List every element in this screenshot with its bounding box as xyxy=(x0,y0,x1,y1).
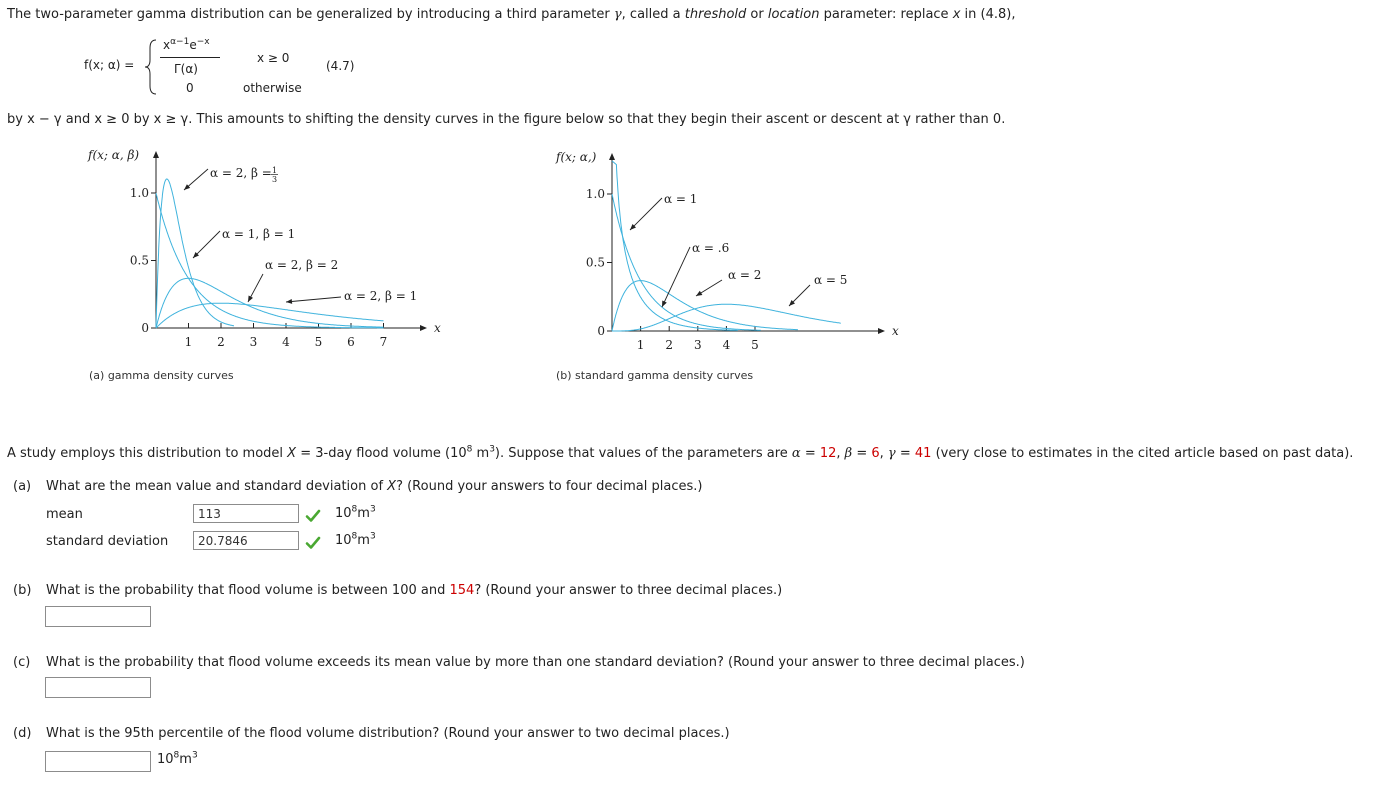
density-curve xyxy=(156,179,234,327)
shift-text: by x − γ and x ≥ 0 by x ≥ γ. This amounts to shifting the density curves in the figure below so that they begin their ascent or descent at γ rather than 0. xyxy=(7,112,1006,127)
series-label-fraction-num: 1 xyxy=(272,166,278,175)
x-axis-arrow xyxy=(420,325,427,331)
mean-unit: $10^8m^3$ xyxy=(335,504,376,521)
series-label: α = 2, β = 1 xyxy=(344,289,418,303)
mean-label: mean xyxy=(46,507,83,522)
percentile-unit: $10^8m^3$ xyxy=(157,750,198,767)
chart-a-annotations xyxy=(184,166,417,304)
x-tick-label: 5 xyxy=(751,338,759,352)
probability-b-input[interactable] xyxy=(45,606,151,627)
x-tick-label: 4 xyxy=(722,338,731,352)
percentile-input[interactable] xyxy=(45,751,151,772)
mean-input[interactable] xyxy=(193,504,299,523)
sd-input[interactable] xyxy=(193,531,299,550)
x-tick-label: 1 xyxy=(184,335,193,349)
leader-arrowhead xyxy=(286,299,292,304)
y-tick-label: 1.0 xyxy=(129,186,149,200)
density-curve xyxy=(612,281,798,331)
y-axis-arrow xyxy=(153,151,159,158)
chart-b-caption: (b) standard gamma density curves xyxy=(556,369,754,382)
series-label-fraction-den: 3 xyxy=(272,175,278,184)
x-tick-label: 2 xyxy=(665,338,674,352)
y-tick-label: 0.5 xyxy=(129,253,149,268)
x-axis-arrow xyxy=(878,328,885,334)
formula-equation-number: (4.7) xyxy=(326,59,355,73)
x-tick-label: 4 xyxy=(282,335,290,349)
y-tick-label: 1.0 xyxy=(585,187,605,201)
formula-condition-1: x ≥ 0 xyxy=(257,51,290,65)
density-curve xyxy=(612,194,761,330)
x-tick-label: 3 xyxy=(249,335,258,349)
x-tick-label: 2 xyxy=(217,335,225,349)
formula-denominator: Γ(α) xyxy=(174,62,198,76)
question-a-text: What are the mean value and standard deviation of X? (Round your answers to four decimal places.) xyxy=(46,479,703,494)
leader-arrowhead xyxy=(696,291,702,296)
question-b-text: What is the probability that flood volume is between 100 and 154? (Round your answer to three decimal places.) xyxy=(46,583,783,598)
x-axis-label: x xyxy=(434,321,441,335)
question-c-text: What is the probability that flood volume exceeds its mean value by more than one standard deviation? (Round your answer to three decimal places.) xyxy=(46,655,1025,670)
series-label: α = 2, β = xyxy=(210,166,272,180)
y-tick-label: 0.5 xyxy=(585,255,605,270)
x-tick-label: 6 xyxy=(347,335,355,349)
x-tick-label: 3 xyxy=(693,338,702,352)
check-icon xyxy=(305,508,321,524)
sd-unit: $10^8m^3$ xyxy=(335,531,376,548)
chart-a-caption: (a) gamma density curves xyxy=(89,369,234,382)
probability-c-input[interactable] xyxy=(45,677,151,698)
formula-fraction-bar xyxy=(160,57,220,58)
formula-brace xyxy=(144,38,158,96)
series-label: α = 1 xyxy=(664,192,698,206)
leader-line xyxy=(286,297,341,302)
formula-zero: 0 xyxy=(186,81,194,95)
question-d-label: (d) xyxy=(13,726,32,741)
formula-condition-2: otherwise xyxy=(243,81,302,95)
chart-a-gamma-density xyxy=(80,140,460,390)
x-tick-label: 7 xyxy=(379,335,388,349)
question-c-label: (c) xyxy=(13,655,31,670)
x-axis-label: x xyxy=(892,324,899,338)
series-label: α = 2, β = 2 xyxy=(265,258,339,272)
study-text: A study employs this distribution to model X = 3-day flood volume ($10^8$ $m^3$). Suppose that values of the parameters are α = 12, β = 6, γ = 41 (very close to estimates in the cited article based on past data). xyxy=(7,444,1354,461)
y-axis-label: f(x; α, β) xyxy=(88,148,140,162)
series-label: α = .6 xyxy=(692,241,730,255)
series-label: α = 1, β = 1 xyxy=(222,227,296,241)
check-icon xyxy=(305,535,321,551)
formula-lhs: f(x; α) = xyxy=(84,58,135,72)
question-a-label: (a) xyxy=(13,479,32,494)
question-d-text: What is the 95th percentile of the flood volume distribution? (Round your answer to two decimal places.) xyxy=(46,726,730,741)
chart-a-curves xyxy=(156,179,384,328)
y-tick-label: 0 xyxy=(597,324,605,338)
y-tick-label: 0 xyxy=(141,321,149,335)
x-tick-label: 5 xyxy=(314,335,323,349)
sd-label: standard deviation xyxy=(46,534,169,549)
intro-text: The two-parameter gamma distribution can be generalized by introducing a third parameter γ, called a threshold or location parameter: replace x in (4.8), xyxy=(7,7,1016,22)
leader-line xyxy=(630,198,662,230)
y-axis-label: f(x; α,) xyxy=(556,150,597,164)
formula-numerator: $x^{\alpha-1}e^{-x}$ xyxy=(163,37,210,52)
density-curve xyxy=(156,278,384,328)
chart-b-standard-gamma-density xyxy=(550,140,910,390)
question-b-label: (b) xyxy=(13,583,32,598)
series-label: α = 5 xyxy=(814,273,848,287)
series-label: α = 2 xyxy=(728,268,762,282)
y-axis-arrow xyxy=(609,153,615,160)
x-tick-label: 1 xyxy=(636,338,645,352)
